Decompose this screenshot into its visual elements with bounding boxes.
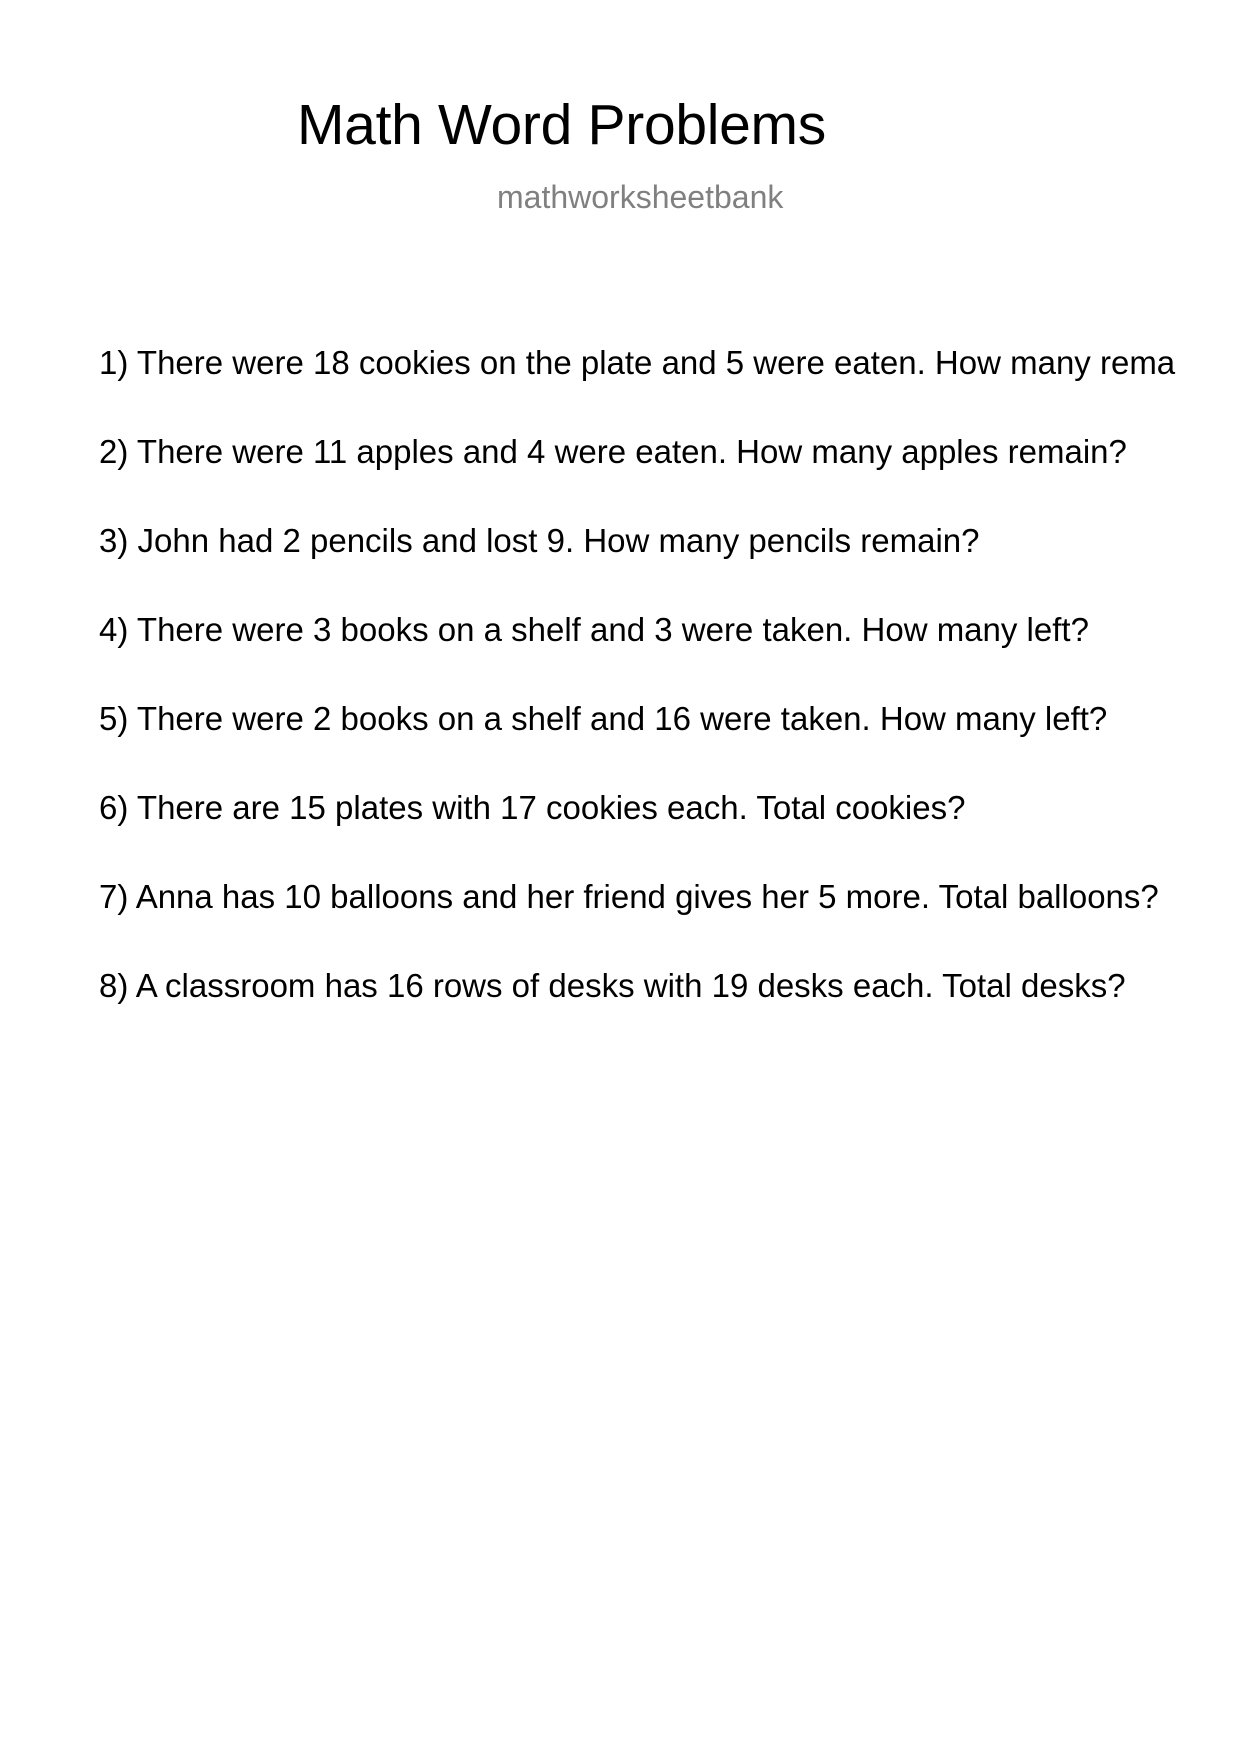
problem-item-3: 3) John had 2 pencils and lost 9. How many pencils remain?: [99, 522, 980, 559]
problem-item-4: 4) There were 3 books on a shelf and 3 were taken. How many left?: [99, 611, 1089, 648]
page-title: Math Word Problems: [297, 93, 826, 157]
problem-item-8: 8) A classroom has 16 rows of desks with 19 desks each. Total desks?: [99, 967, 1126, 1004]
problem-item-6: 6) There are 15 plates with 17 cookies each. Total cookies?: [99, 789, 966, 826]
problem-item-2: 2) There were 11 apples and 4 were eaten. How many apples remain?: [99, 433, 1127, 470]
problem-item-1: 1) There were 18 cookies on the plate and 5 were eaten. How many rema: [99, 346, 1176, 381]
page-subtitle: mathworksheetbank: [497, 179, 784, 215]
problem-item-7: 7) Anna has 10 balloons and her friend gives her 5 more. Total balloons?: [99, 878, 1159, 915]
problem-item-5: 5) There were 2 books on a shelf and 16 were taken. How many left?: [99, 700, 1108, 737]
problem-list: [99, 346, 1240, 1058]
